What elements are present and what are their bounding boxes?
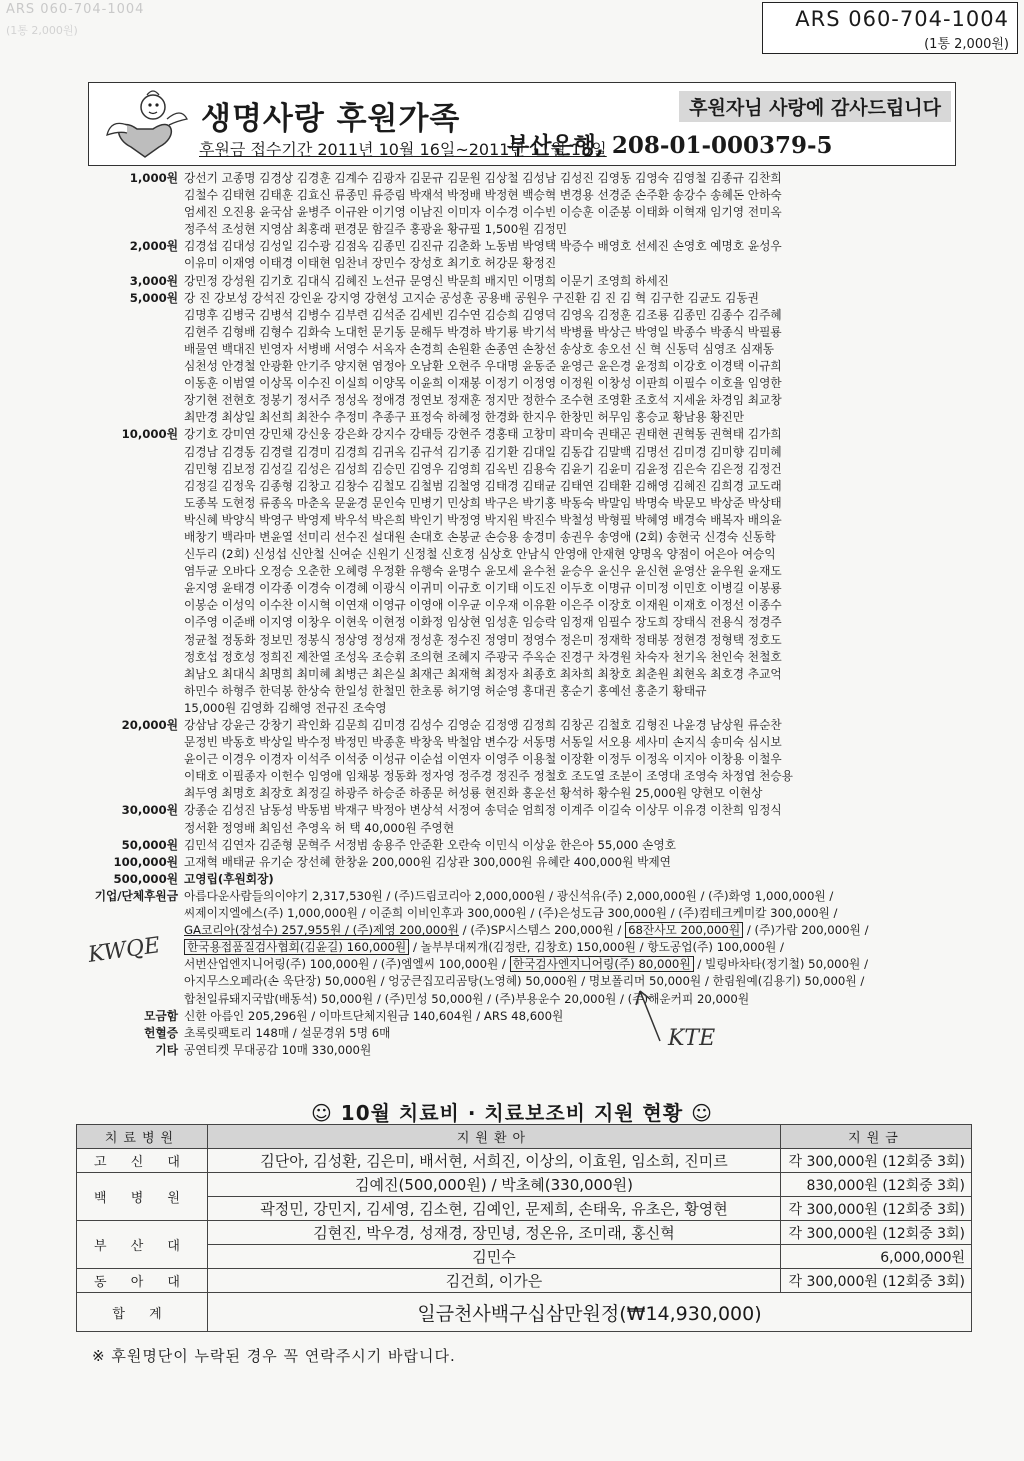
donor-line: 김민형 김보정 김성길 김성은 김성희 김승민 김영우 김영희 김옥빈 김용숙 김윤기 김윤미 김윤정 김은숙 김은정 김정건 <box>184 461 782 476</box>
table-row <box>77 1221 972 1245</box>
page-title: 생명사랑 후원가족 <box>201 101 461 137</box>
donor-line <box>184 956 956 973</box>
tier-names <box>184 426 956 700</box>
donor-line: 김정길 김정욱 김종형 김창고 김창수 김철모 김철범 김철영 김태경 김태균 김태연 김태환 김해영 김혜진 김희경 교도래 <box>184 478 782 493</box>
other-text: 공연티켓 무대공감 10매 330,000원 <box>184 1042 372 1057</box>
tier-100000 <box>60 854 960 871</box>
patients-cell: 김현진, 박우경, 성재경, 장민녕, 정온유, 조미래, 홍신혁 <box>208 1221 781 1245</box>
donor-line: 고영립(후원회장) <box>184 871 274 886</box>
bank-account: 부산은행, 208-01-000379-5 <box>507 132 833 159</box>
ars-price: (1통 2,000원) <box>924 37 1009 52</box>
donor-line: 강선기 고종명 김경상 김경훈 김계수 김광자 김문규 김문원 김상철 김성남 김성진 김영동 김영숙 김영철 김종규 김찬희 <box>184 171 782 185</box>
donor-line: 이태호 이필종자 이헌수 임영애 임채봉 정동화 정자영 정주경 정진주 정철호 조도열 조분이 조영대 조영숙 차정엽 천승용 <box>184 769 793 784</box>
thanks-banner: 후원자님 사랑에 감사드립니다 <box>679 91 951 122</box>
tier-amount: 100,000원 <box>113 854 178 869</box>
amount-cell: 830,000원 (12회중 3회) <box>781 1173 972 1197</box>
tier-10000 <box>60 426 960 700</box>
amount-cell: 6,000,000원 <box>781 1245 972 1269</box>
donor-line: 배물연 백대진 빈영자 서병배 서영수 서옥자 손경희 손원환 손종연 손창선 송상호 송오선 신 혁 신동덕 심영조 심재동 <box>184 341 775 356</box>
other-section <box>60 1042 960 1059</box>
blood-section <box>60 1025 960 1042</box>
tier-amount: 50,000원 <box>121 837 178 852</box>
blood-label: 헌혈증 <box>144 1025 178 1040</box>
donor-line: 최만경 최상일 최선희 최찬수 추정미 추종구 표정숙 하혜정 한경화 한지우 한창민 허무임 홍승교 황남용 황진만 <box>184 410 745 425</box>
tier-30000 <box>60 802 960 836</box>
header-box <box>88 82 956 166</box>
donor-line: 윤이근 이경우 이경자 이석주 이석중 이성규 이순섭 이연자 이영주 이용철 이장환 이정두 이정옥 이지아 이창용 이철우 <box>184 752 782 767</box>
hospital-cell: 부 산 대 <box>77 1221 208 1269</box>
tier-2000 <box>60 238 960 272</box>
tier-names <box>184 238 956 272</box>
boxed-entry: 한국검사엔지니어링(주) 80,000원 <box>510 956 694 972</box>
table-row <box>77 1245 972 1269</box>
donor-line: 이주영 이준배 이지영 이창우 이현욱 이현정 이화정 임상현 임성훈 임승락 임정재 임필수 장도희 장태식 전용식 정경주 <box>184 615 782 630</box>
table-row <box>77 1173 972 1197</box>
amount-cell: 각 300,000원 (12회중 3회) <box>781 1221 972 1245</box>
tier-1000 <box>60 170 960 238</box>
donor-line: 윤지영 윤태경 이각종 이경숙 이경혜 이광식 이귀미 이규호 이기태 이도진 이두호 이명규 이미정 이민호 이병길 이봉룡 <box>184 581 782 596</box>
donor-line: 씨제이지엘에스(주) 1,000,000원 / 이준희 이비인후과 300,000원 / (주)은성도금 300,000원 / (주)컴테크케미칼 300,000원 / <box>184 906 838 921</box>
donor-line: 정균철 정동화 정보민 정봉식 정상영 정성재 정성훈 정수진 정영미 정영수 정은미 정재학 정태봉 정현경 정형택 정호도 <box>184 632 782 647</box>
header-patients: 지원환아 <box>208 1125 781 1149</box>
tier-names <box>184 273 956 290</box>
footnote: ※ 후원명단이 누락된 경우 꼭 연락주시기 바랍니다. <box>92 1347 456 1365</box>
patients-cell: 김민수 <box>208 1245 781 1269</box>
ars-box <box>762 2 1018 54</box>
donor-line: 고재혁 배태균 유기순 장선혜 한창윤 200,000원 김상관 300,000원 유혜란 400,000원 박제연 <box>184 854 671 869</box>
donor-line: 장기현 전현호 정봉기 정서주 정성옥 정애경 정연보 정재훈 정지만 정한수 조수현 조영환 조호석 지세윤 차경임 최교창 <box>184 393 782 408</box>
donor-line: 신두리 (2회) 신성섭 신안철 신여순 신원기 신정철 신호정 심상호 안남식 안영애 안재현 양명옥 양점이 어은아 여승익 <box>184 547 776 562</box>
boxed-entry: 한국용접품질검사협회(김윤길) 160,000원 <box>184 939 409 955</box>
other-label: 기타 <box>155 1042 178 1057</box>
tier-names <box>184 871 956 888</box>
corporate-section <box>60 888 960 1008</box>
donor-line: 김경남 김경동 김경렬 김경미 김경희 김귀옥 김규석 김기종 김기환 김대일 김동갑 김말백 김명선 김미경 김미향 김미혜 <box>184 444 782 459</box>
amount-cell: 각 300,000원 (12회중 3회) <box>781 1149 972 1173</box>
handwritten-note-left: KWQE <box>86 933 162 968</box>
donor-line: 김현주 김형배 김형수 김화숙 노대헌 문기동 문해두 박경하 박기룡 박기석 박병률 박상근 박영일 박종수 박종식 박필룡 <box>184 324 782 339</box>
tier-names <box>184 170 956 238</box>
angel-heart-mascot-icon <box>97 85 193 163</box>
donor-line: 이동훈 이범열 이상목 이수진 이실희 이양목 이윤희 이재봉 이정기 이정영 이정원 이창성 이판희 이필수 이호율 임영한 <box>184 376 782 391</box>
handwritten-arrow-icon <box>630 985 670 1045</box>
donor-line: 배창기 백라마 변윤열 선미리 선수진 설대원 손대호 손봉균 손승용 송경미 송권우 송영애 (2회) 송현국 신경숙 신동학 <box>184 529 776 544</box>
donor-line: 최남오 최대식 최명희 최미혜 최병근 최은실 최재근 최재혁 최정자 최종호 최차희 최창호 최춘원 최현옥 최호경 추교억 <box>184 666 782 681</box>
tier-amount: 20,000원 <box>121 718 178 732</box>
donor-line: 합천일류돼지국밥(배동석) 50,000원 / (주)민성 50,000원 / (주)부용운수 20,000원 / (주)해운커피 20,000원 <box>184 991 750 1006</box>
corporate-label: 기업/단체후원금 <box>94 888 178 903</box>
donor-line: 정주석 조성현 지영삼 최홍래 편경문 함길주 홍광윤 황규필 1,500원 김정민 <box>184 222 568 237</box>
donor-line: 강 진 강보성 강석진 강인윤 강지영 강현성 고지순 공성훈 공용배 공원우 구진환 김 진 김 혁 김구한 김균도 김동권 <box>184 290 759 305</box>
donor-line: 하민수 하형주 한덕봉 한상숙 한일성 한철민 한초롱 허기영 허순영 홍대권 홍순기 홍예선 홍춘기 황태규 <box>184 683 707 698</box>
support-section-title <box>0 1097 1024 1126</box>
tier-5000 <box>60 290 960 427</box>
donor-line: 이봉순 이성익 이수찬 이시혁 이연재 이영규 이영애 이우균 이우재 이유환 이은주 이장호 이재원 이재호 이정선 이종수 <box>184 598 782 613</box>
patients-cell: 김건희, 이가은 <box>208 1269 781 1293</box>
donor-line: 박신혜 박양식 박영구 박영제 박우석 박은희 박인기 박정영 박지원 박진수 박철성 박형필 박혜영 배경숙 배복자 배의윤 <box>184 512 782 527</box>
table-row <box>77 1197 972 1221</box>
blood-text: 초록릿팩토리 148매 / 설문경위 5명 6매 <box>184 1025 391 1040</box>
tier-names <box>184 290 956 427</box>
tier-names <box>184 854 956 871</box>
total-row <box>77 1293 972 1332</box>
donor-line: 심천성 안경철 안광환 안기주 양지현 염정아 오남환 오현주 우대명 윤동준 윤영근 윤은경 윤정희 이강호 이경택 이규희 <box>184 359 782 374</box>
donor-line: 엄세진 오진용 윤국삼 윤병주 이규완 이기영 이남진 이미자 이수경 이수빈 이승훈 이준봉 이태화 이혁재 임기영 전미옥 <box>184 205 782 220</box>
tier-amount: 30,000원 <box>121 803 178 818</box>
donor-line: 김명후 김병국 김병석 김병수 김부련 김석준 김세빈 김수연 김승희 김영덕 김영옥 김정훈 김조룡 김종민 김종수 김주혜 <box>184 307 782 322</box>
donor-line: 강종순 김성진 남동성 박동범 박재구 박정아 변상석 서정여 송덕순 엄희정 이계주 이길숙 이상무 이유경 이찬희 임정식 <box>184 803 782 818</box>
entry-text: / 빌링바차타(정기철) 50,000원 / <box>693 957 869 972</box>
donor-line <box>184 939 956 956</box>
hospital-cell: 고 신 대 <box>77 1149 208 1173</box>
support-header-row <box>77 1125 972 1149</box>
fundraising-section <box>60 1008 960 1025</box>
tier-amount: 5,000원 <box>129 290 178 305</box>
patients-cell: 김예진(500,000원) / 박초혜(330,000원) <box>208 1173 781 1197</box>
tier-500000 <box>60 871 960 888</box>
tier-3000 <box>60 273 960 290</box>
table-row <box>77 1149 972 1173</box>
donor-line: 최두영 최명호 최장호 최정길 하광주 하승준 하종문 허성룡 현진화 홍운선 황석하 황수원 25,000원 양현모 이현상 <box>184 786 763 801</box>
fundraising-text: 신한 아름인 205,296원 / 이마트단체지원금 140,604원 / ARS 48,600원 <box>184 1008 564 1023</box>
amount-cell: 각 300,000원 (12회중 3회) <box>781 1269 972 1293</box>
tier-amount: 10,000원 <box>121 427 178 442</box>
hospital-cell: 동 아 대 <box>77 1269 208 1293</box>
support-table <box>76 1124 972 1332</box>
entry-text: 서번산업엔지니어링(주) 100,000원 / (주)엠엘씨 100,000원 / <box>184 957 510 972</box>
underlined-entry: GA코리아(장성수) 257,955원 / (주)제영 200,000원 <box>184 923 459 938</box>
donor-line <box>184 922 956 939</box>
angel-icon: ☺ <box>310 1101 333 1125</box>
tier-names <box>184 717 956 802</box>
corporate-names <box>184 888 956 1008</box>
tier-amount: 3,000원 <box>129 273 178 288</box>
ars-number: ARS 060-704-1004 <box>795 7 1009 31</box>
tier-amount: 1,000원 <box>129 171 178 185</box>
donor-line: 강기호 강미연 강민채 강신웅 강은화 강지수 강태등 강현주 경홍태 고창미 곽미숙 권태곤 권태현 권혁동 권혁태 김가희 <box>184 427 782 442</box>
entry-text: / (주)SP시스템스 200,000원 / <box>458 923 626 938</box>
donor-line: 아지무스오페라(손 욱단장) 50,000원 / 엉궁큰집꼬리곰탕(노영혜) 50,000원 / 명보폴리머 50,000원 / 한림원예(김용기) 50,000원 / <box>184 974 865 989</box>
donor-line: 김철수 김태현 김태훈 김효신 류종민 류증림 박재석 박정배 박정현 백승혁 변경용 선경준 손주환 송강수 송혜돈 안하숙 <box>184 188 782 203</box>
donor-line: 강민정 강성원 김기호 김대식 김혜진 노선규 문영신 박문희 배지민 이명희 이문기 조영희 하세진 <box>184 273 669 288</box>
donor-line: 김경섭 김대성 김성일 김수광 김점옥 김종민 김진규 김춘화 노동범 박영택 박증수 배영호 선세진 손영호 예명호 윤성우 <box>184 239 782 254</box>
fundraising-label: 모금함 <box>144 1008 178 1023</box>
tier-names <box>184 837 956 854</box>
donor-line: 도종복 도현정 류종옥 마춘옥 문윤경 문인숙 민병기 민상희 박구은 박기홍 박동숙 박말임 박명숙 박문모 박상준 박상태 <box>184 495 782 510</box>
hospital-cell: 백 병 원 <box>77 1173 208 1221</box>
bleed-through-text: ARS 060-704-1004 <box>6 2 145 17</box>
donor-list <box>60 170 960 1059</box>
donor-line: 아름다운사람들의이야기 2,317,530원 / (주)드림코리아 2,000,000원 / 광신석유(주) 2,000,000원 / (주)화영 1,000,000원 / <box>184 888 834 903</box>
patients-cell: 김단아, 김성환, 김은미, 배서현, 서희진, 이상의, 이효원, 임소희, 진미르 <box>208 1149 781 1173</box>
entry-text: / (주)가람 200,000원 / <box>743 923 869 938</box>
tier-names <box>184 802 956 836</box>
bleed-through-subtext: (1통 2,000원) <box>6 24 78 37</box>
donor-line: 염두균 오바다 오정승 오춘한 오혜령 우정환 유행숙 윤명수 윤모세 윤수천 윤승우 윤신우 윤신현 윤영산 윤우원 윤재도 <box>184 564 782 579</box>
support-title-text: 10월 치료비 · 치료보조비 지원 현황 <box>340 1101 684 1125</box>
donor-line: 정호섭 정호성 정희진 제찬열 조성옥 조승휘 조의현 조혜지 주광국 주옥순 진경구 차경원 차숙자 천기옥 천인숙 천철호 <box>184 649 782 664</box>
header-hospital: 치료병원 <box>77 1125 208 1149</box>
tier-50000 <box>60 837 960 854</box>
boxed-entry: 68잔사모 200,000원 <box>625 922 743 938</box>
tier-20000 <box>60 717 960 802</box>
donor-line: 정서환 정영배 최임선 추영옥 허 택 40,000원 주영현 <box>184 820 455 835</box>
handwritten-note-bottom: KTE <box>668 1026 716 1051</box>
amount-cell: 각 300,000원 (12회중 3회) <box>781 1197 972 1221</box>
tier-15000-line: 15,000원 김영화 김해영 전규진 조숙영 <box>184 700 387 715</box>
entry-text: / 놀부부대찌개(김정란, 김창호) 150,000원 / 항도공업(주) 100,000원 / <box>409 940 784 955</box>
tier-amount: 2,000원 <box>129 239 178 254</box>
angel-icon: ☺ <box>691 1101 714 1125</box>
donor-line: 강삼남 강윤근 강창기 곽인화 김문희 김미경 김성수 김영순 김정앵 김정희 김창곤 김철호 김형진 나윤경 남상원 류순찬 <box>184 718 782 732</box>
patients-cell: 곽정민, 강민지, 김세영, 김소현, 김예인, 문제희, 손태욱, 유초은, 황영현 <box>208 1197 781 1221</box>
total-label: 합 계 <box>77 1293 208 1332</box>
donor-line: 문정빈 박동호 박상일 박수정 박정민 박종훈 박창욱 박철암 변수강 서동명 서동일 서오용 세사미 손지식 송미숙 심시보 <box>184 735 782 750</box>
donor-line: 이유미 이재영 이태경 이태현 임찬녀 장민수 장성호 최기호 허강문 황정진 <box>184 256 557 271</box>
table-row <box>77 1269 972 1293</box>
total-amount: 일금천사백구십삼만원정(₩14,930,000) <box>208 1293 972 1332</box>
donation-period: 후원금 접수기간 2011년 10월 16일~2011년 11월 15일 <box>199 140 607 159</box>
header-amount: 지원금 <box>781 1125 972 1149</box>
tier-amount: 500,000원 <box>113 871 178 886</box>
donor-line: 김민석 김연자 김준형 문혁주 서정범 송용주 안준환 오란숙 이민식 이상윤 한은아 55,000 손영호 <box>184 837 676 852</box>
